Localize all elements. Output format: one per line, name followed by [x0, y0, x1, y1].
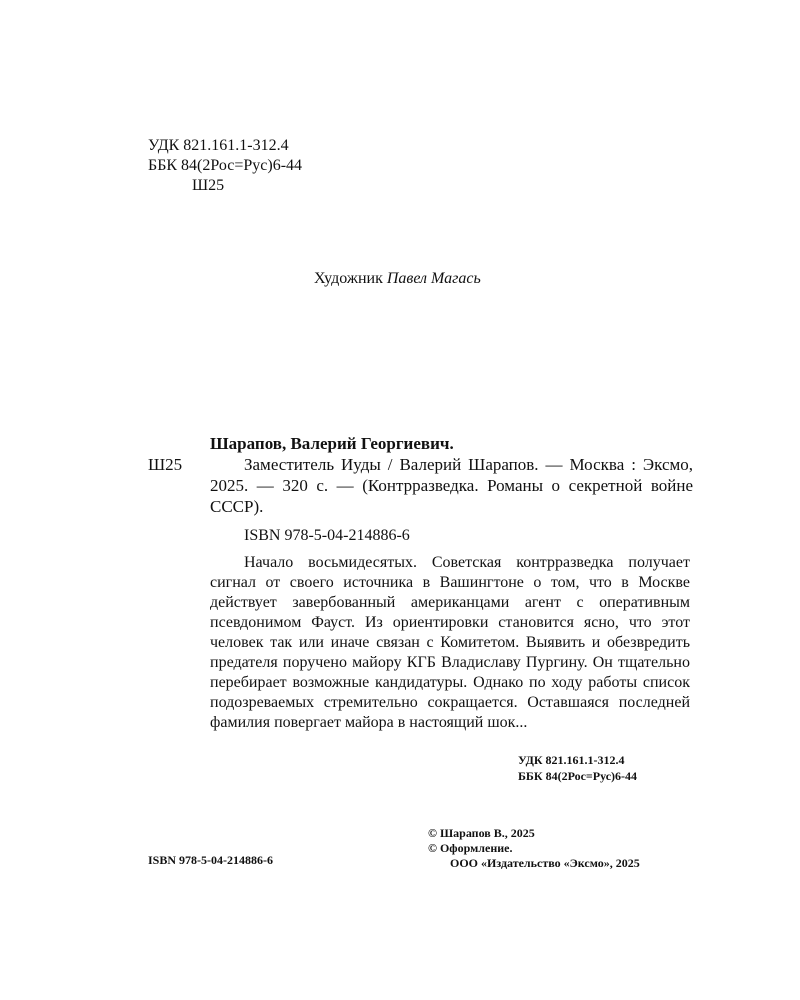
author-mark: Ш25	[192, 177, 225, 194]
copyright-design: © Оформление.	[428, 841, 513, 855]
author-heading: Шарапов, Валерий Георгиевич.	[210, 434, 454, 453]
copyright-publisher: ООО «Издательство «Эксмо», 2025	[450, 856, 640, 870]
catalog-codes-bottom	[518, 752, 637, 784]
bbk-code-bottom: ББК 84(2Рос=Рус)6-44	[518, 769, 638, 783]
isbn: ISBN 978-5-04-214886-6	[244, 527, 410, 544]
udk-code: УДК 821.161.1-312.4	[148, 137, 289, 154]
record-description-row	[148, 454, 693, 517]
artist-label: Художник	[314, 270, 383, 287]
bibliographic-record	[148, 433, 693, 517]
artist-credit	[314, 270, 481, 288]
copyright-author: © Шарапов В., 2025	[428, 826, 535, 840]
record-description: Заместитель Иуды / Валерий Шарапов. — Москва : Эксмо, 2025. — 320 с. — (Контрразведка. Романы о секретной войне СССР).	[210, 455, 693, 516]
copyright-block	[428, 826, 640, 871]
annotation: Начало восьмидесятых. Советская контрразведка получает сигнал от своего источника в Вашингтоне о том, что в Москве действует завербованный американцами агент с оперативным псевдонимом Фауст. Из ориентировки становится ясно, что этот человек так или иначе связан с Комитетом. Выявить и обезвредить предателя поручено майору КГБ Владиславу Пургину. Он тщательно перебирает возможные кандидатуры. Однако по ходу работы список подозреваемых стремительно сокращается. Оставшаяся последней фамилия повергает майора в настоящий шок...	[210, 554, 690, 731]
artist-name: Павел Магась	[386, 270, 481, 287]
record-author-mark: Ш25	[148, 455, 183, 474]
catalog-codes-top	[148, 136, 302, 196]
isbn-footer: ISBN 978-5-04-214886-6	[148, 853, 273, 867]
udk-code-bottom: УДК 821.161.1-312.4	[518, 753, 625, 767]
bbk-code: ББК 84(2Рос=Рус)6-44	[148, 157, 303, 174]
